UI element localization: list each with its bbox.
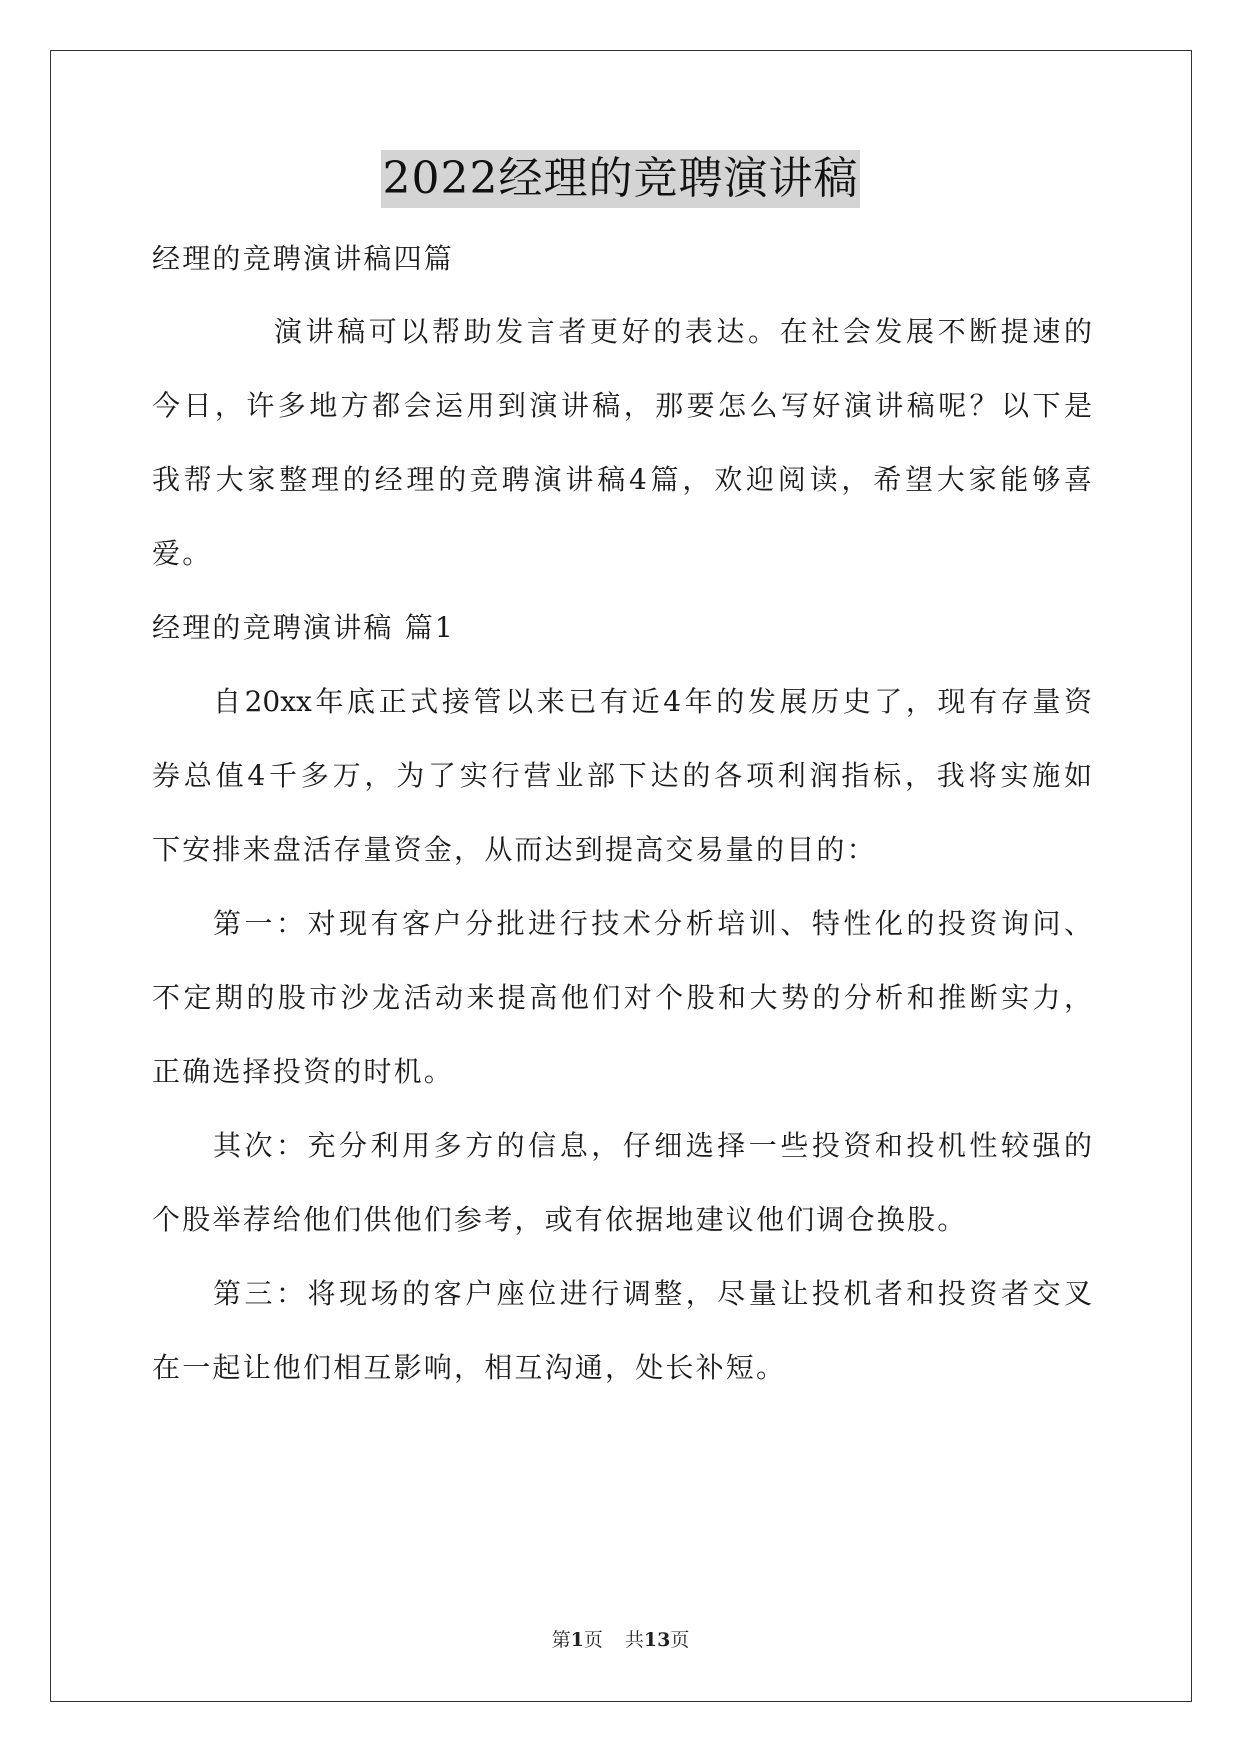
page-footer	[0, 1627, 1241, 1653]
intro-line-1: 演讲稿可以帮助发言者更好的表达。在社会发展不断提速的	[274, 315, 1092, 348]
para4-line-2: 在一起让他们相互影响，相互沟通，处长补短。	[152, 1351, 787, 1384]
para3-line-1: 其次：充分利用多方的信息，仔细选择一些投资和投机性较强的	[213, 1129, 1092, 1162]
footer-page-suffix: 页	[583, 1629, 603, 1651]
footer-total-suffix: 页	[670, 1629, 690, 1651]
section-heading: 经理的竞聘演讲稿 篇1	[152, 611, 455, 644]
footer-total-prefix: 共	[624, 1629, 644, 1651]
document-title	[0, 150, 1241, 208]
intro-line-3: 我帮大家整理的经理的竞聘演讲稿4篇，欢迎阅读，希望大家能够喜	[152, 463, 1092, 496]
document-subtitle: 经理的竞聘演讲稿四篇	[152, 242, 455, 275]
footer-page-total: 13	[643, 1629, 671, 1651]
para2-line-3: 正确选择投资的时机。	[152, 1055, 455, 1088]
footer-page-prefix: 第	[551, 1629, 571, 1651]
page-border	[50, 50, 1192, 1702]
para4-line-1: 第三：将现场的客户座位进行调整，尽量让投机者和投资者交叉	[213, 1277, 1092, 1310]
document-title-text: 2022经理的竞聘演讲稿	[381, 150, 861, 208]
para2-line-1: 第一：对现有客户分批进行技术分析培训、特性化的投资询问、	[213, 907, 1092, 940]
footer-page-current: 1	[570, 1629, 584, 1651]
intro-line-4: 爱。	[152, 537, 213, 570]
intro-line-2: 今日，许多地方都会运用到演讲稿，那要怎么写好演讲稿呢？以下是	[152, 389, 1092, 422]
para2-line-2: 不定期的股市沙龙活动来提高他们对个股和大势的分析和推断实力，	[152, 981, 1092, 1014]
para1-line-3: 下安排来盘活存量资金，从而达到提高交易量的目的：	[152, 833, 877, 866]
para1-line-1: 自20xx年底正式接管以来已有近4年的发展历史了，现有存量资	[213, 685, 1092, 718]
para3-line-2: 个股举荐给他们供他们参考，或有依据地建议他们调仓换股。	[152, 1203, 968, 1236]
para1-line-2: 券总值4千多万，为了实行营业部下达的各项利润指标，我将实施如	[152, 759, 1092, 792]
